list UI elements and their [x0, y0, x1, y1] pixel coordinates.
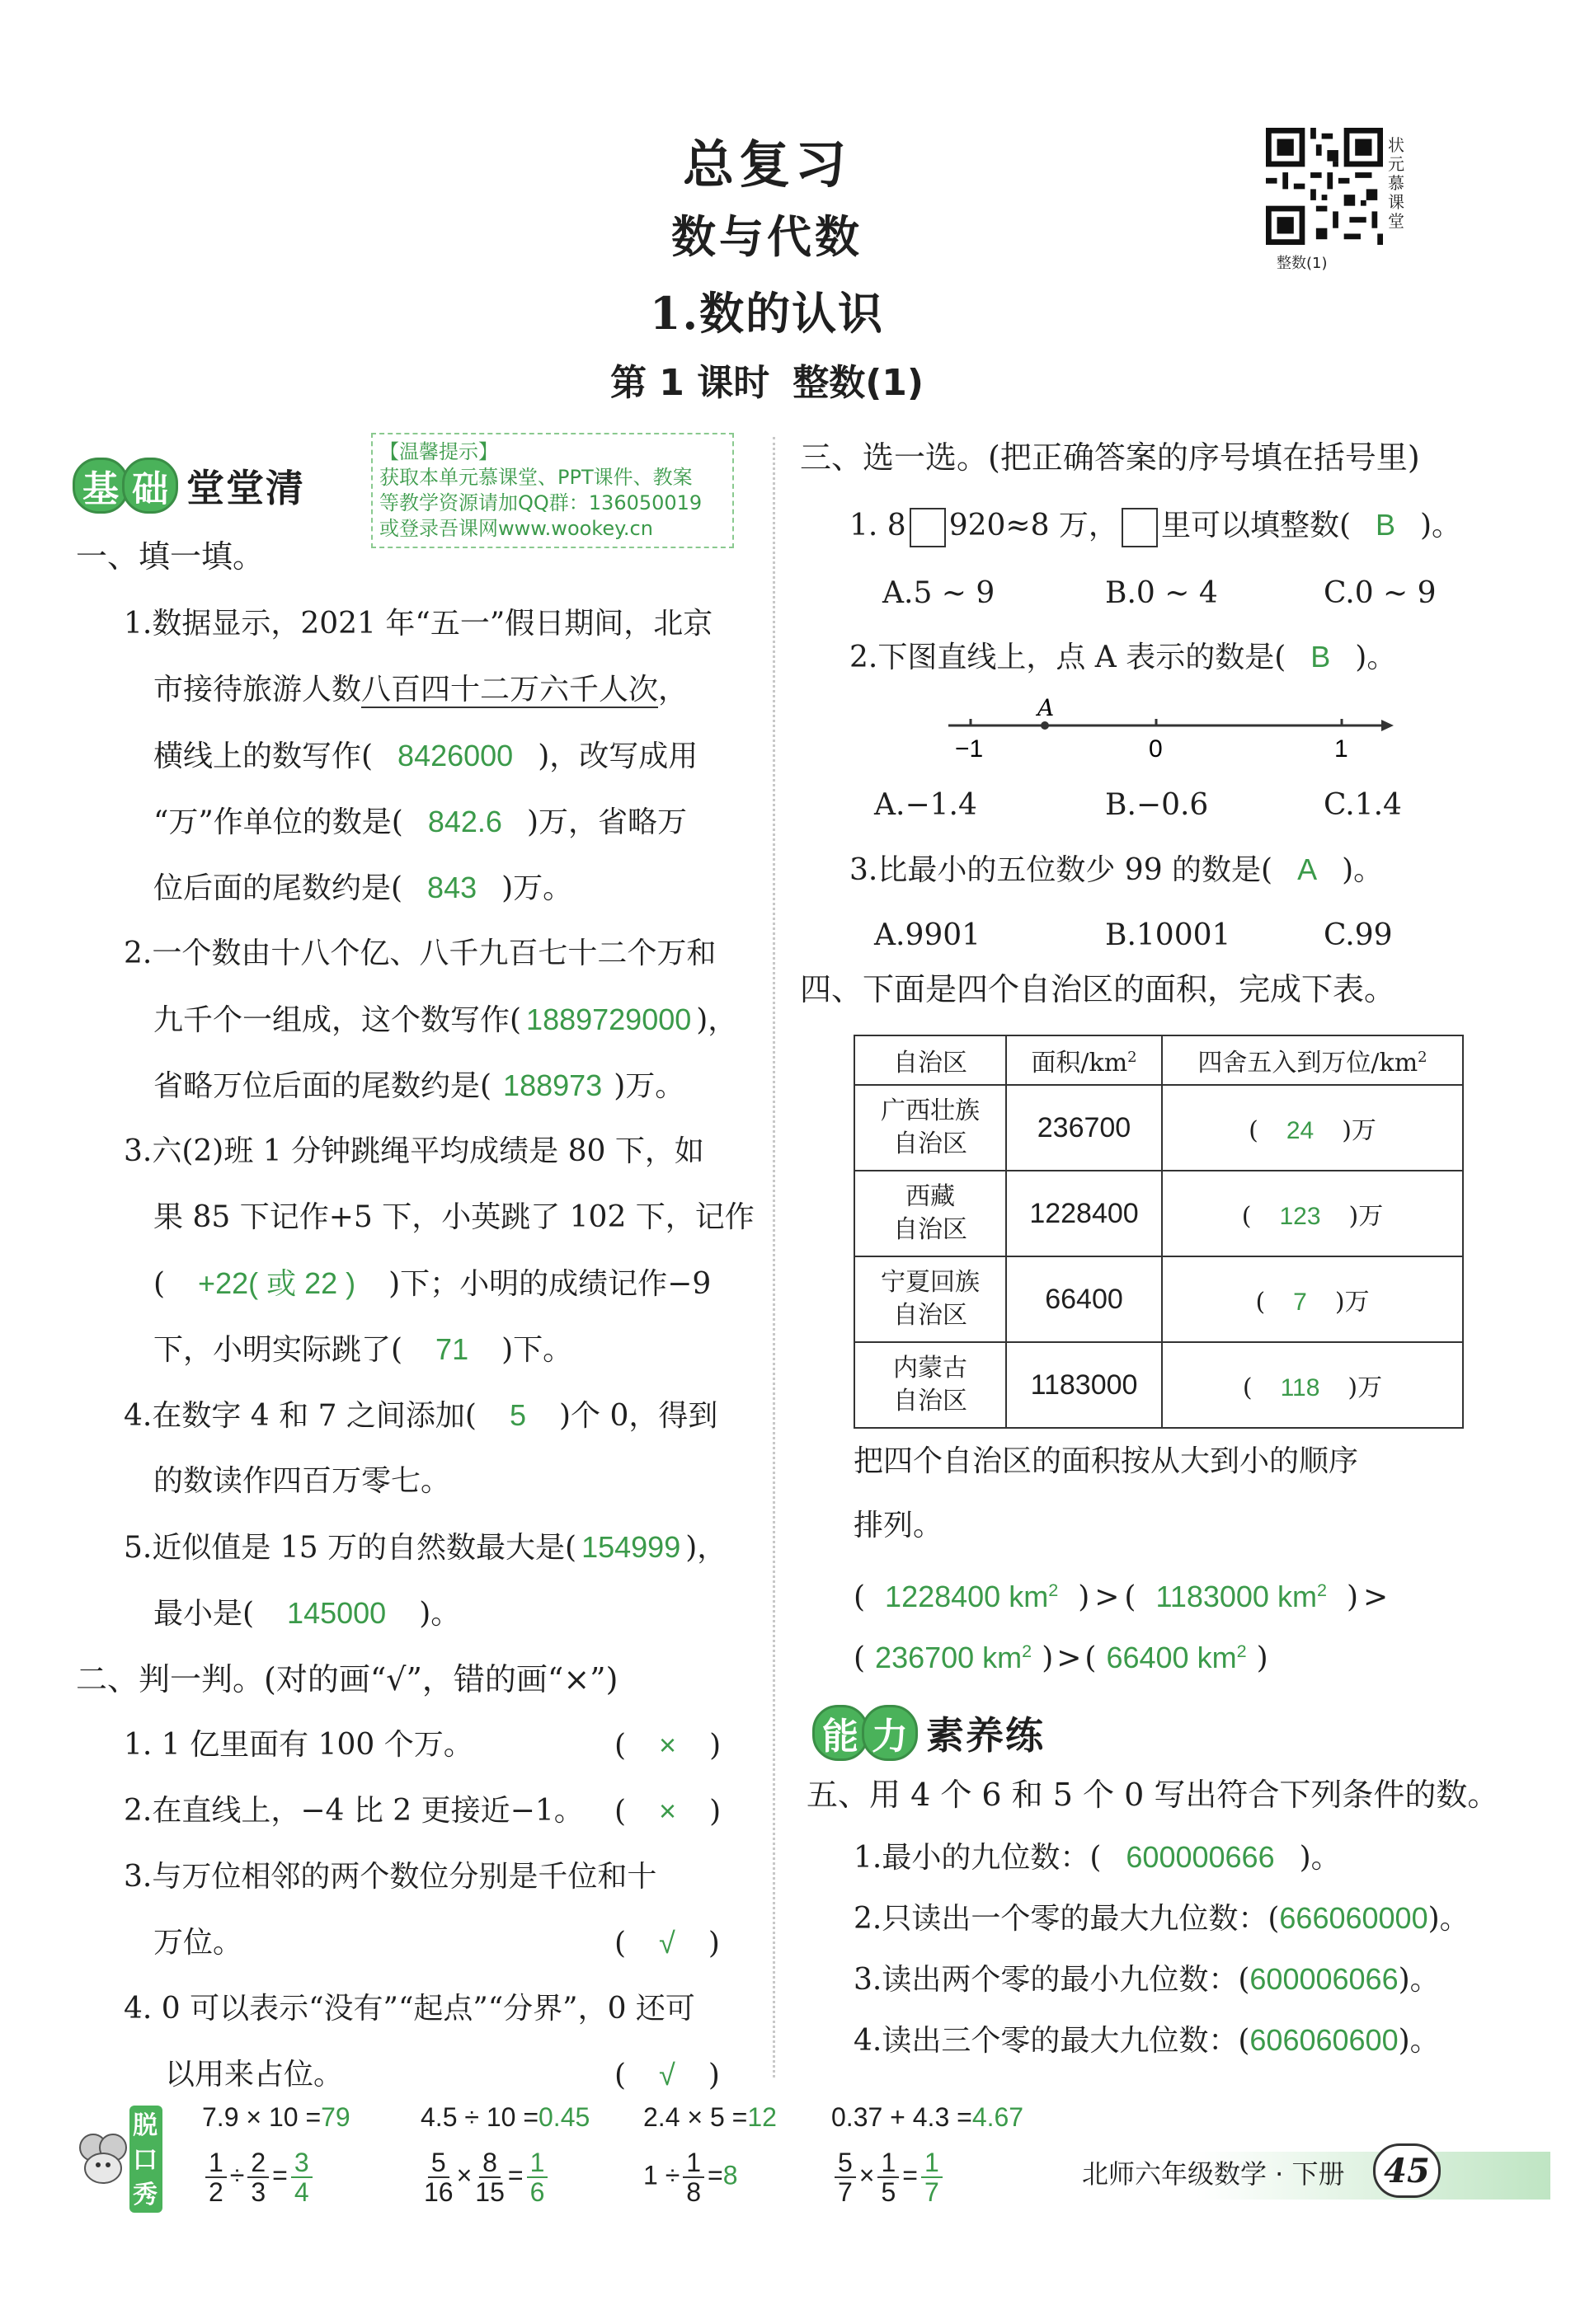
- p2-answer-2: ( × ): [614, 1794, 722, 1829]
- region-area-table: [854, 1035, 1464, 1429]
- tick-label: −1: [955, 735, 984, 763]
- tip-line: 获取本单元慕课堂、PPT课件、教案: [379, 466, 693, 489]
- section-basic-header: [73, 458, 305, 514]
- p1-q4-line-b: 的数读作四百万零七。: [153, 1464, 451, 1498]
- oral-eq-3: 2.4 × 5 =12: [643, 2102, 777, 2132]
- p1-q3-line-c: ( +22( 或 22 ) )下；小明的成绩记作−9: [153, 1266, 712, 1301]
- blank-box: [910, 508, 946, 547]
- oral-frac-2: $\frac{5}{16}$ × $\frac{8}{15}$ = $\frac{1}{6}$: [421, 2148, 551, 2206]
- oral-frac-1: $\frac{1}{2}$ ÷ $\frac{2}{3}$ = $\frac{3}{4}$: [202, 2148, 316, 2206]
- p5-item-2: 2.只读出一个零的最大九位数：(666060000)。: [854, 1901, 1470, 1936]
- pill-char: 础: [122, 458, 178, 514]
- p2-item-1: 1. 1 亿里面有 100 个万。: [124, 1728, 473, 1762]
- oral-eq-1: 7.9 × 10 =79: [202, 2102, 350, 2132]
- p3-q1-opt-b: B.0 ~ 4: [1105, 576, 1218, 610]
- section-basic-title: 堂堂清: [186, 466, 305, 510]
- part2-heading: 二、判一判。(对的画“√”，错的画“×”): [76, 1661, 618, 1697]
- region-cell: 西藏 自治区: [854, 1171, 1006, 1256]
- part1-heading: 一、填一填。: [76, 538, 265, 575]
- p4-order-row-2: ( 236700 $km^2$ ) > ( 66400 $km^2$ ): [854, 1641, 1268, 1675]
- col-header-rounded: 四舍五入到万位$/km^2$: [1162, 1035, 1463, 1085]
- answer: 188973: [503, 1068, 603, 1102]
- p3-q1-opt-a: A.5 ~ 9: [882, 576, 995, 610]
- tip-box: [371, 433, 734, 548]
- part3-heading: 三、选一选。(把正确答案的序号填在括号里): [800, 439, 1420, 476]
- subject-title: 数与代数: [671, 210, 863, 263]
- part4-heading: 四、下面是四个自治区的面积，完成下表。: [800, 971, 1396, 1007]
- region-cell: 宁夏回族 自治区: [854, 1256, 1006, 1342]
- part5-heading: 五、用 4 个 6 和 5 个 0 写出符合下列条件的数。: [807, 1777, 1499, 1813]
- p1-q1-line-c: 横线上的数写作( 8426000 )，改写成用: [153, 739, 698, 773]
- p5-item-1: 1.最小的九位数：( 600000666 )。: [854, 1840, 1341, 1875]
- logo-text: 脱 口 秀: [133, 2112, 158, 2209]
- col-header-region: 自治区: [854, 1035, 1006, 1085]
- oral-eq-4: 0.37 + 4.3 =4.67: [831, 2102, 1024, 2132]
- p3-q2-opt-a: A.−1.4: [874, 788, 977, 822]
- p1-q3-line-b: 果 85 下记作+5 下，小英跳了 102 下，记作: [153, 1200, 755, 1234]
- oral-eq-2: 4.5 ÷ 10 =0.45: [421, 2102, 590, 2132]
- answer: 154999: [581, 1530, 681, 1564]
- area-cell: 66400: [1006, 1256, 1162, 1342]
- answer: 8426000: [397, 739, 514, 772]
- answer: 1889729000: [526, 1002, 692, 1036]
- answer: A: [1297, 852, 1318, 886]
- region-cell: 广西壮族 自治区: [854, 1085, 1006, 1171]
- pill-char: 能: [812, 1705, 868, 1761]
- lesson-topic: 整数(1): [792, 362, 924, 404]
- p1-q2-line-c: 省略万位后面的尾数约是( 188973 )万。: [153, 1068, 685, 1103]
- section-ability-title: 素养练: [926, 1713, 1045, 1758]
- p3-q1-opt-c: C.0 ~ 9: [1324, 576, 1437, 610]
- p1-q3-line-a: 3.六(2)班 1 分钟跳绳平均成绩是 80 下，如: [124, 1134, 704, 1168]
- p4-sort-line-b: 排列。: [854, 1509, 943, 1542]
- qr-code-icon[interactable]: [1266, 128, 1383, 245]
- p5-item-3: 3.读出两个零的最小九位数：(600006066)。: [854, 1962, 1440, 1997]
- lesson-title: [0, 353, 1534, 406]
- p4-sort-line-a: 把四个自治区的面积按从大到小的顺序: [854, 1444, 1359, 1478]
- talk-show-logo: [70, 2102, 165, 2218]
- table-row: [854, 1256, 1463, 1342]
- answer: 5: [509, 1398, 527, 1432]
- p3-q3-opt-c: C.99: [1324, 918, 1393, 952]
- p3-q3-stem: 3.比最小的五位数少 99 的数是( A )。: [849, 852, 1384, 887]
- order-2: 1183000 $km^2$: [1155, 1580, 1327, 1613]
- area-cell: 1228400: [1006, 1171, 1162, 1256]
- tick-label: 0: [1149, 735, 1163, 763]
- main-title: 总复习: [682, 134, 851, 195]
- qr-side-label: 状元慕课堂: [1388, 135, 1404, 231]
- p2-answer-1: ( × ): [614, 1728, 722, 1763]
- p2-item-4b: 以用来占位。: [165, 2058, 344, 2092]
- answer: B: [1375, 508, 1395, 542]
- p1-q5-line-b: 最小是( 145000 )。: [153, 1596, 461, 1631]
- tick-label: 1: [1334, 735, 1348, 763]
- p1-q2-line-a: 2.一个数由十八个亿、八千九百七十二个万和: [124, 937, 717, 970]
- tip-line: 【温馨提示】: [379, 440, 498, 463]
- table-row: [854, 1342, 1463, 1428]
- p1-q3-line-d: 下，小明实际跳了( 71 )下。: [153, 1332, 573, 1367]
- pill-char: 基: [73, 458, 129, 514]
- region-cell: 内蒙古 自治区: [854, 1342, 1006, 1428]
- p2-answer-4: ( √ ): [614, 2058, 720, 2092]
- underlined-number-words: 八百四十二万六千人次: [361, 673, 659, 707]
- answer: 842.6: [427, 805, 502, 838]
- number-line: [948, 694, 1394, 775]
- p2-answer-3: ( √ ): [614, 1926, 720, 1960]
- p3-q1-stem: 1. 8 920≈8 万， 里可以填整数( B )。: [849, 505, 1461, 547]
- p3-q2-opt-c: C.1.4: [1324, 788, 1402, 822]
- page-number: 45: [1373, 2143, 1441, 2198]
- p5-item-4: 4.读出三个零的最大九位数：(606060600)。: [854, 2023, 1440, 2058]
- p4-order-row-1: ( 1228400 $km^2$ ) > ( 1183000 $km^2$ ) >: [854, 1580, 1389, 1614]
- p2-item-4: 4. 0 可以表示“没有”“起点”“分界”，0 还可: [124, 1992, 695, 2026]
- rounded-cell: ( 24 )万: [1162, 1085, 1463, 1171]
- p2-item-3: 3.与万位相邻的两个数位分别是千位和十: [124, 1860, 657, 1894]
- rounded-cell: ( 7 )万: [1162, 1256, 1463, 1342]
- chapter-title: 1.数的认识: [649, 287, 885, 340]
- answer: +22( 或 22 ): [198, 1266, 356, 1300]
- p3-q3-opt-a: A.9901: [874, 918, 981, 952]
- p1-q1-line-e: 位后面的尾数约是( 843 )万。: [153, 871, 573, 905]
- table-row: [854, 1171, 1463, 1256]
- p1-q1-line-d: “万”作单位的数是( 842.6 )万，省略万: [153, 805, 687, 839]
- section-basic-pill: [73, 458, 172, 514]
- p3-q2-stem: 2.下图直线上，点 A 表示的数是( B )。: [849, 640, 1397, 674]
- p1-q2-line-b: 九千个一组成，这个数写作( 1889729000 )，: [153, 1002, 738, 1037]
- area-cell: 1183000: [1006, 1342, 1162, 1428]
- point-a-label: A: [1037, 694, 1055, 721]
- p1-q1-line-b: 市接待旅游人数八百四十二万六千人次，: [153, 673, 689, 707]
- p2-item-2: 2.在直线上，−4 比 2 更接近−1。: [124, 1794, 584, 1828]
- table-header-row: [854, 1035, 1463, 1085]
- p3-q2-opt-b: B.−0.6: [1105, 788, 1209, 822]
- oral-frac-4: $\frac{5}{7}$ × $\frac{1}{5}$ = $\frac{1}{7}$: [831, 2148, 946, 2206]
- tip-line: 等教学资源请加QQ群：136050019: [379, 491, 703, 514]
- p2-item-3b: 万位。: [153, 1926, 243, 1960]
- rounded-cell: ( 123 )万: [1162, 1171, 1463, 1256]
- order-3: 236700 $km^2$: [875, 1641, 1032, 1674]
- rounded-cell: ( 118 )万: [1162, 1342, 1463, 1428]
- order-4: 66400 $km^2$: [1106, 1641, 1247, 1674]
- answer: 71: [435, 1332, 469, 1366]
- p1-q5-line-a: 5.近似值是 15 万的自然数最大是( 154999 )，: [124, 1530, 727, 1565]
- qr-caption: 整数(1): [1277, 255, 1328, 272]
- table-row: [854, 1085, 1463, 1171]
- answer: 145000: [287, 1596, 387, 1630]
- p3-q3-opt-b: B.10001: [1105, 918, 1231, 952]
- answer: 843: [427, 871, 477, 904]
- section-ability-header: [812, 1705, 1045, 1761]
- section-ability-pill: [812, 1705, 911, 1761]
- point-a: [1041, 721, 1049, 730]
- lesson-number: 第 1 课时: [609, 362, 770, 404]
- answer: B: [1310, 640, 1331, 674]
- tip-line: 或登录吾课网www.wookey.cn: [379, 517, 653, 540]
- blank-box: [1122, 508, 1158, 547]
- column-divider: [773, 437, 775, 2078]
- oral-frac-3: 1 ÷ $\frac{1}{8}$ =8: [643, 2148, 738, 2207]
- order-1: 1228400 $km^2$: [885, 1580, 1059, 1613]
- book-name: 北师六年级数学 · 下册: [1082, 2158, 1345, 2190]
- area-cell: 236700: [1006, 1085, 1162, 1171]
- col-header-area: 面积$/km^2$: [1006, 1035, 1162, 1085]
- p1-q1-line-a: 1.数据显示，2021 年“五一”假日期间，北京: [124, 607, 713, 641]
- p1-q4-line-a: 4.在数字 4 和 7 之间添加( 5 )个 0，得到: [124, 1398, 718, 1433]
- pill-char: 力: [862, 1705, 918, 1761]
